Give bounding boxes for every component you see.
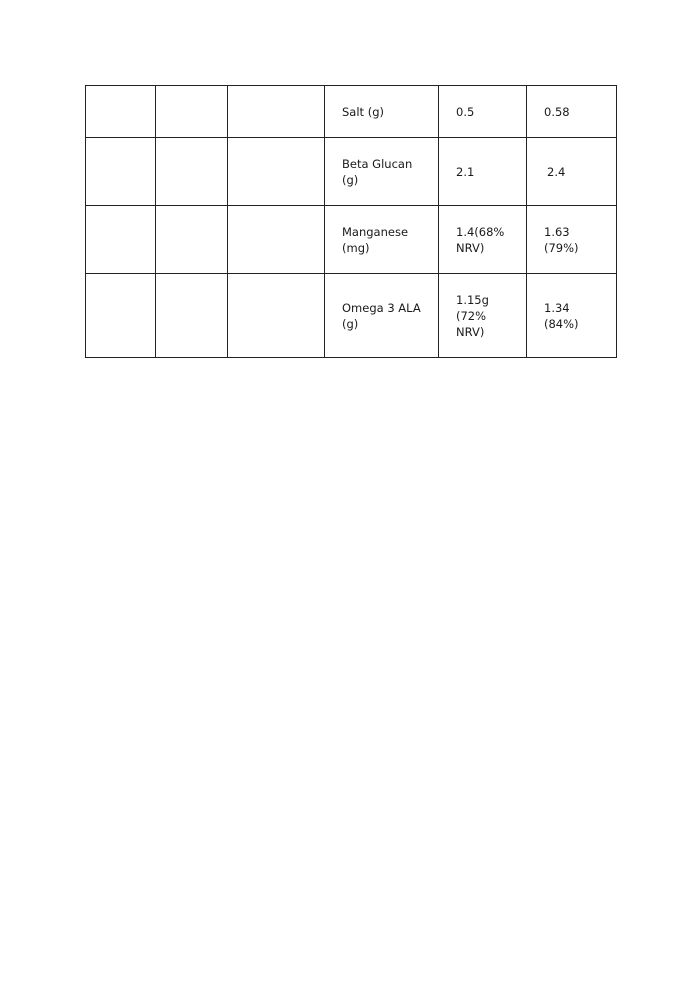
table-row <box>86 274 617 358</box>
nutrition-table <box>85 85 617 358</box>
empty-cell <box>86 138 156 206</box>
value-cell <box>527 274 617 358</box>
nutrient-label: Beta Glucan <box>342 156 413 171</box>
table-row <box>86 206 617 274</box>
nutrient-label: Salt (g) <box>342 104 384 119</box>
value-text: NRV) <box>456 324 485 339</box>
empty-cell <box>156 274 228 358</box>
nutrient-unit: (g) <box>342 172 359 187</box>
value-cell <box>527 138 617 206</box>
empty-cell <box>228 86 325 138</box>
value-text: (72% <box>456 308 487 323</box>
value-text: 1.4(68% <box>456 224 505 239</box>
empty-cell <box>228 206 325 274</box>
value-text: 0.58 <box>544 104 570 119</box>
nutrient-label: Omega 3 ALA <box>342 300 421 315</box>
value-cell <box>439 138 527 206</box>
empty-cell <box>86 86 156 138</box>
table-row <box>86 138 617 206</box>
empty-cell <box>228 138 325 206</box>
value-cell <box>527 86 617 138</box>
nutrient-unit: (mg) <box>342 240 370 255</box>
value-cell <box>439 86 527 138</box>
empty-cell <box>86 274 156 358</box>
empty-cell <box>156 206 228 274</box>
empty-cell <box>228 274 325 358</box>
value-text: 1.34 <box>544 300 570 315</box>
value-cell <box>439 274 527 358</box>
empty-cell <box>156 86 228 138</box>
value-text: 1.15g <box>456 292 489 307</box>
value-text: (84%) <box>544 316 579 331</box>
value-text: NRV) <box>456 240 485 255</box>
nutrient-unit: (g) <box>342 316 359 331</box>
table-row <box>86 86 617 138</box>
value-cell <box>527 206 617 274</box>
value-text: 2.1 <box>456 164 475 179</box>
value-cell <box>439 206 527 274</box>
value-text: 2.4 <box>547 164 566 179</box>
value-text: (79%) <box>544 240 579 255</box>
nutrient-label: Manganese <box>342 224 409 239</box>
value-text: 1.63 <box>544 224 570 239</box>
value-text: 0.5 <box>456 104 475 119</box>
nutrient-cell <box>325 86 439 138</box>
nutrient-cell <box>325 274 439 358</box>
nutrient-cell <box>325 138 439 206</box>
empty-cell <box>86 206 156 274</box>
nutrient-cell <box>325 206 439 274</box>
empty-cell <box>156 138 228 206</box>
